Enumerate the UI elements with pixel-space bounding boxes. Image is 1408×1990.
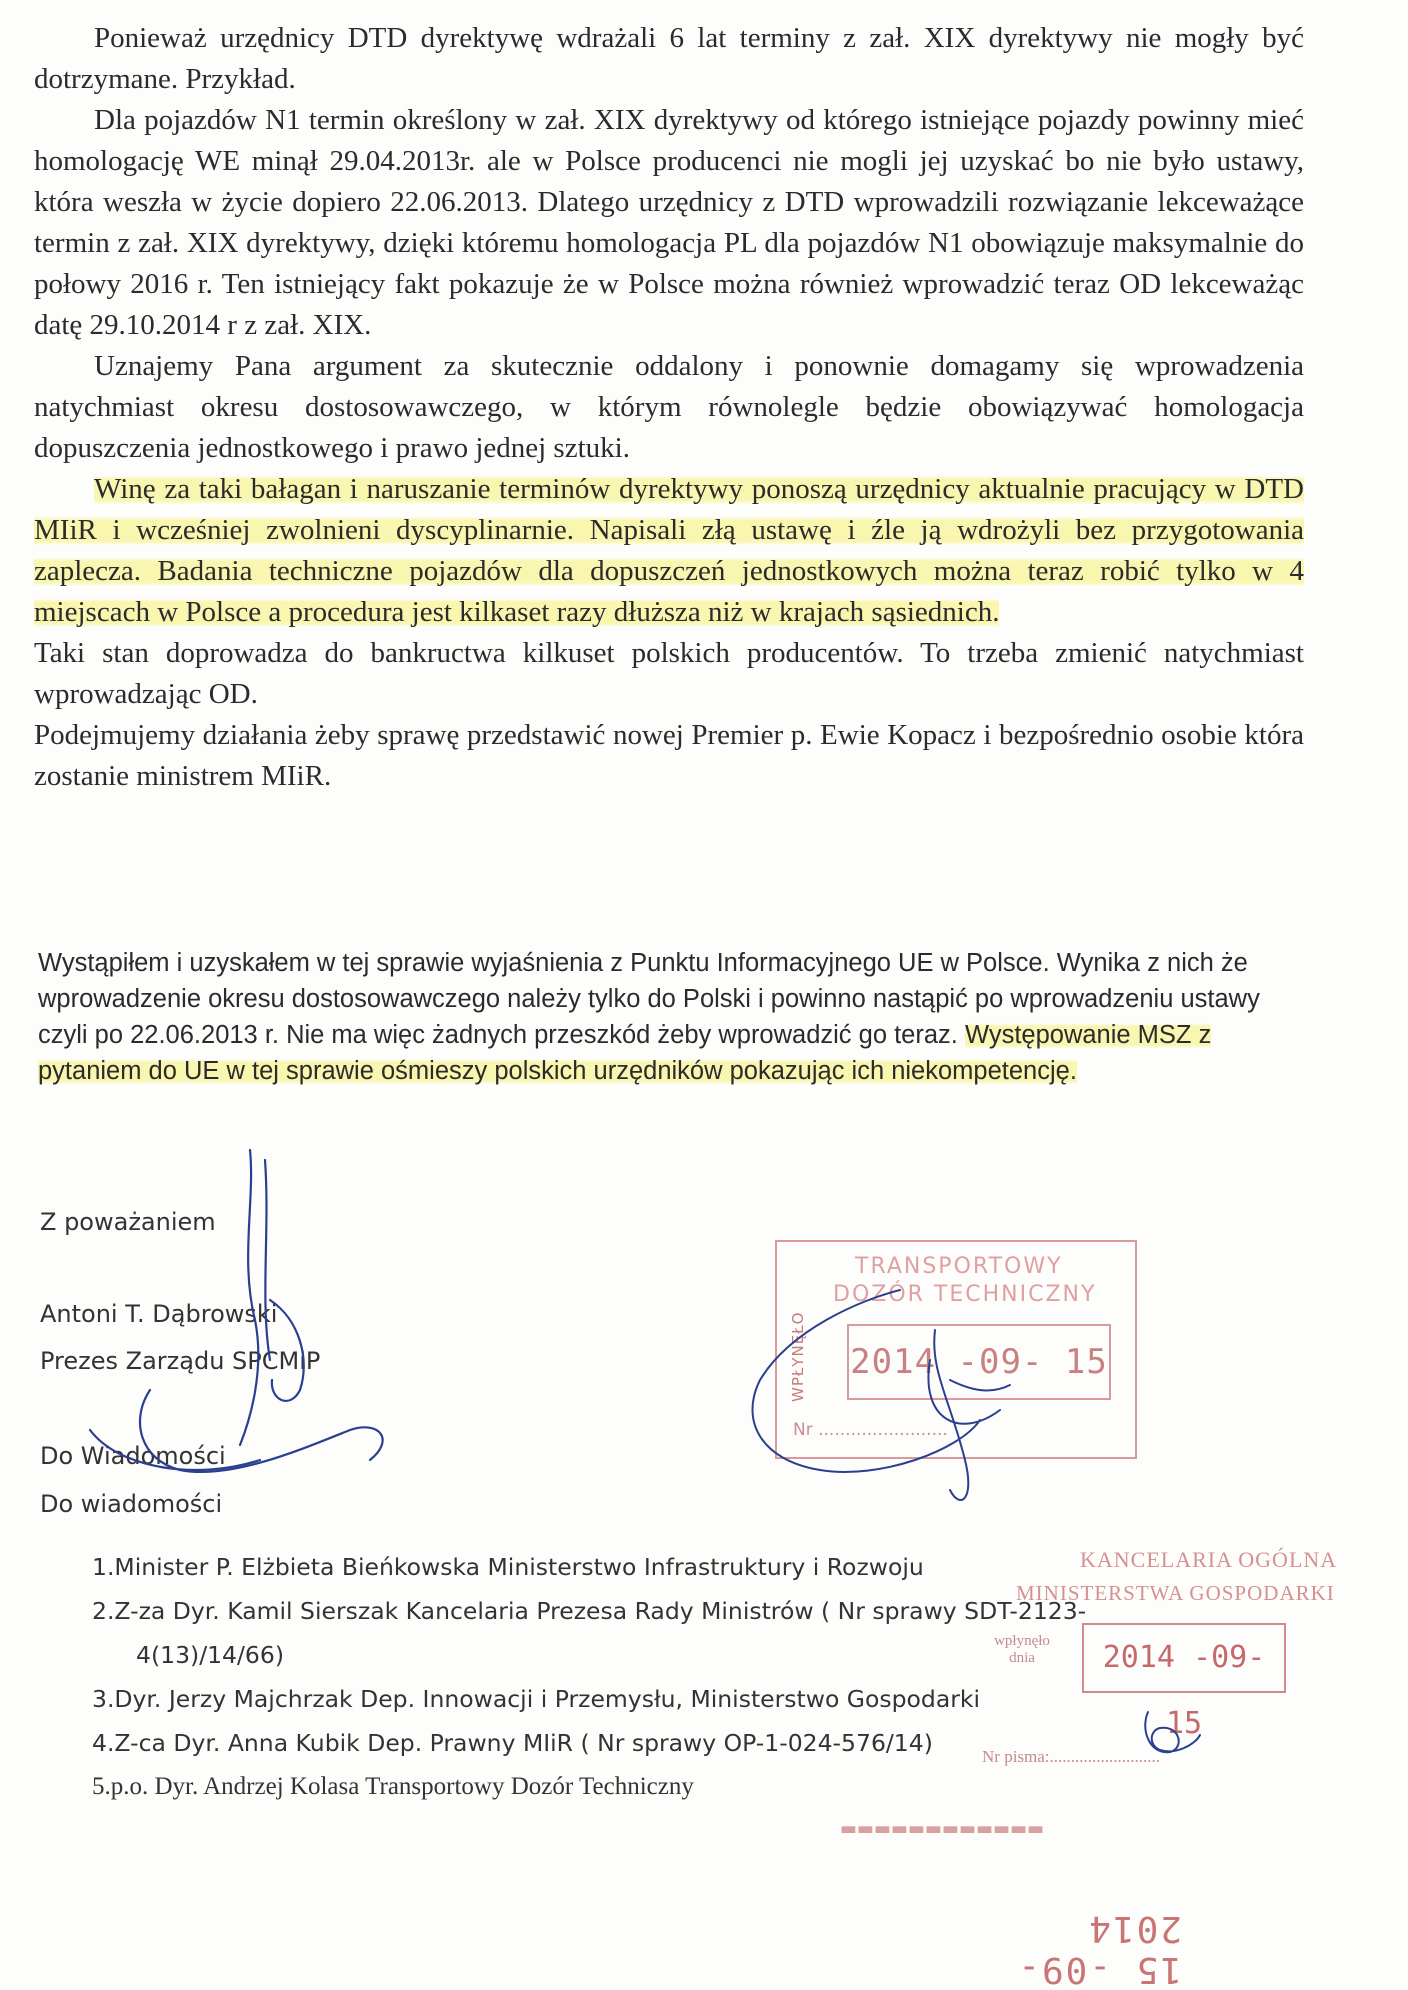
stamp-tdt-line1: TRANSPORTOWY xyxy=(855,1254,1063,1279)
cc-list xyxy=(40,1545,1086,1809)
stamp-kanc-received: wpłynęło dnia xyxy=(994,1633,1050,1666)
highlighted-text: Winę za taki bałagan i naruszanie terminów dyrektywy ponoszą urzędnicy aktualnie pracujący w DTD MIiR i wcześniej zwolnieni dyscyplinarnie. Napisali złą ustawę i źle ją wdrożyli bez przygotowania zaplecza. Badania techniczne pojazdów dla dopuszczeń jednostkowych można teraz robić tylko w 4 miejscach w Polsce a procedura jest kilkaset razy dłuższa niż w krajach sąsiednich. xyxy=(34,473,1304,628)
stamp-tdt-line2: DOZÓR TECHNICZNY xyxy=(833,1282,1097,1307)
paragraph-5: Taki stan doprowadza do bankructwa kilkuset polskich producentów. To trzeba zmienić natychmiast wprowadzając OD. xyxy=(34,637,1304,710)
cc-heading-2: Do wiadomości xyxy=(40,1490,223,1518)
signer-name: Antoni T. Dąbrowski xyxy=(40,1300,278,1328)
stamp-tdt-date: 2014 -09- 15 xyxy=(847,1324,1111,1400)
cc-item-3: 3.Dyr. Jerzy Majchrzak Dep. Innowacji i Przemysłu, Ministerstwo Gospodarki xyxy=(92,1685,981,1713)
stamp-bottom-header-line: ▬▬▬▬▬▬▬▬▬▬▬▬ xyxy=(840,1820,1045,1841)
stamp-kanc-nr: Nr pisma:.......................... xyxy=(982,1747,1161,1766)
stamp-tdt-nr: Nr ........................ xyxy=(793,1420,948,1440)
cc-item-2: 2.Z-za Dyr. Kamil Sierszak Kancelaria Prezesa Rady Ministrów ( Nr sprawy SDT-2123- xyxy=(92,1597,1087,1625)
kancelaria-stamp xyxy=(972,1535,1392,1785)
stamp-kanc-line1: KANCELARIA OGÓLNA xyxy=(1080,1547,1338,1572)
inverted-date-stamp xyxy=(752,1800,1182,1990)
eu-info-part-1: Wystąpiłem i uzyskałem w tej sprawie wyjaśnienia z Punktu Informacyjnego UE w Polsce. Wynika z nich że wprowadzenie okresu dostosowawczego należy tylko do Polski i powinno nastąpić po wprowadzeniu ustawy czyli po 22.06.2013 r. Nie ma więc żadnych przeszkód żeby wprowadzić go teraz. xyxy=(38,949,1260,1049)
paragraph-3: Uznajemy Pana argument za skutecznie oddalony i ponownie domagamy się wprowadzenia natychmiast okresu dostosowawczego, w którym równolegle będzie obowiązywać homologacja dopuszczenia jednostkowego i prawo jednej sztuki. xyxy=(34,350,1304,464)
cc-heading-1: Do Wiadomości xyxy=(40,1442,226,1470)
cc-item-2-cont: 4(13)/14/66) xyxy=(136,1641,284,1669)
cc-item-4: 4.Z-ca Dyr. Anna Kubik Dep. Prawny MIiR ( Nr sprawy OP-1-024-576/14) xyxy=(92,1729,933,1757)
stamp-kanc-date: 2014 -09- 15 xyxy=(1082,1623,1286,1693)
eu-info-text xyxy=(38,945,1288,1089)
paragraph-4 xyxy=(34,469,1304,633)
cc-item-5: 5.p.o. Dyr. Andrzej Kolasa Transportowy Dozór Techniczny xyxy=(92,1773,694,1800)
eu-info-paragraph xyxy=(38,945,1288,1089)
cc-item-1: 1.Minister P. Elżbieta Bieńkowska Ministerstwo Infrastruktury i Rozwoju xyxy=(92,1553,924,1581)
eu-info-highlighted: Występowanie MSZ z pytaniem do UE w tej sprawie ośmieszy polskich urzędników pokazując ich niekompetencję. xyxy=(38,1021,1212,1085)
stamp-tdt-received: WPŁYNĘŁO xyxy=(789,1311,807,1402)
closing: Z poważaniem xyxy=(40,1208,216,1236)
letter-body xyxy=(34,18,1304,797)
tdt-received-stamp xyxy=(775,1240,1137,1459)
paragraph-1: Ponieważ urzędnicy DTD dyrektywę wdrażali 6 lat terminy z zał. XIX dyrektywy nie mogły być dotrzymane. Przykład. xyxy=(34,22,1304,95)
signer-title: Prezes Zarządu SPCMiP xyxy=(40,1347,321,1375)
paragraph-2: Dla pojazdów N1 termin określony w zał. XIX dyrektywy od którego istniejące pojazdy powinny mieć homologację WE minął 29.04.2013r. ale w Polsce producenci nie mogli jej uzyskać bo nie było ustawy, która weszła w życie dopiero 22.06.2013. Dlatego urzędnicy z DTD wprowadzili rozwiązanie lekceważące termin z zał. XIX dyrektywy, dzięki któremu homologacja PL dla pojazdów N1 obowiązuje maksymalnie do połowy 2016 r. Ten istniejący fakt pokazuje że w Polsce można również wprowadzić teraz OD lekceważąc datę 29.10.2014 r z zał. XIX. xyxy=(34,104,1304,341)
stamp-kanc-line2: MINISTERSTWA GOSPODARKI xyxy=(1016,1581,1335,1605)
paragraph-6: Podejmujemy działania żeby sprawę przedstawić nowej Premier p. Ewie Kopacz i bezpośrednio osobie która zostanie ministrem MIiR. xyxy=(34,719,1304,792)
stamp-bottom-date: 15 -09- 2014 xyxy=(1016,1908,1182,1990)
